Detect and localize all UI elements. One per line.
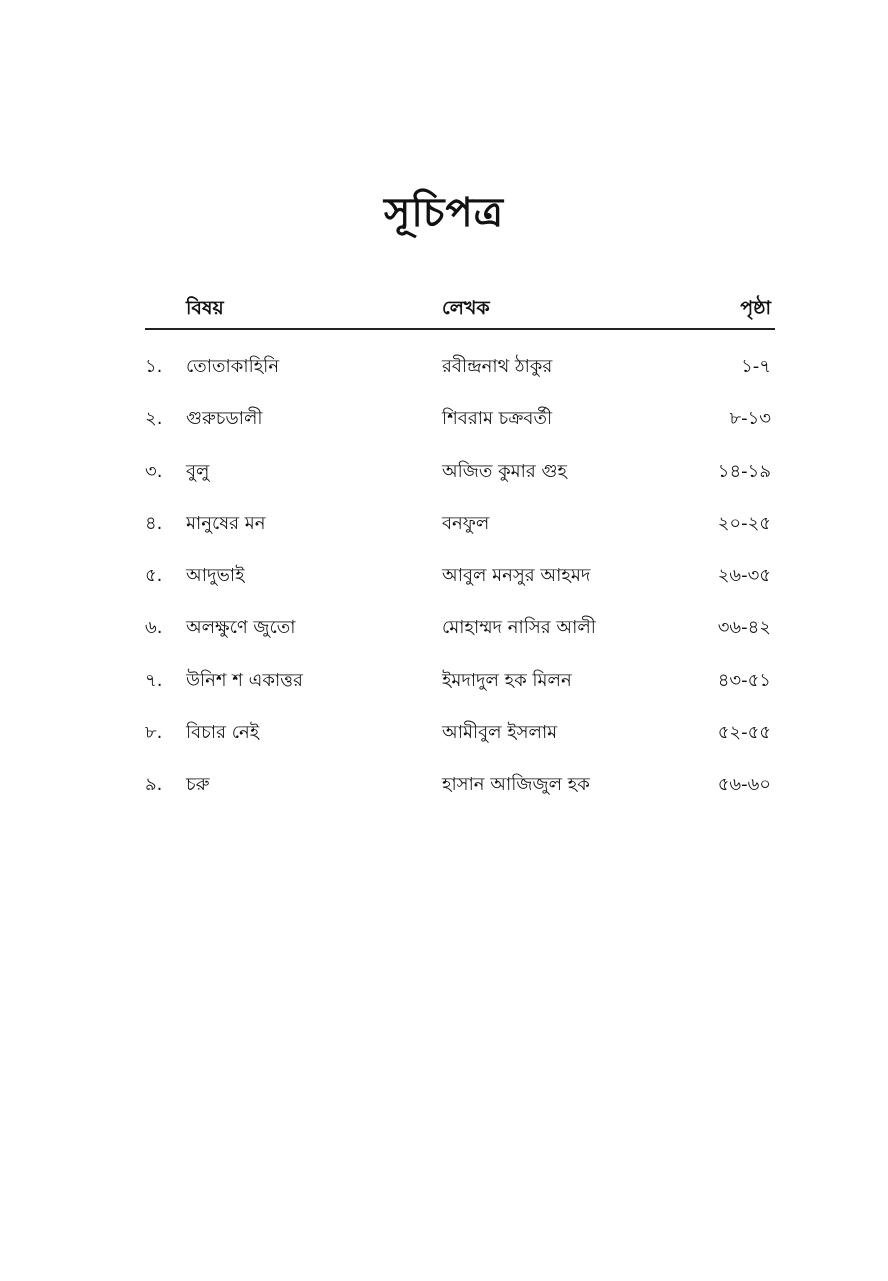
row-subject: মানুষের মন [186,512,266,534]
header-author: লেখক [442,297,490,319]
toc-row [145,772,775,824]
row-subject: বুলু [186,460,210,482]
row-author: ইমদাদুল হক মিলন [442,669,572,691]
row-author: হাসান আজিজুল হক [442,774,590,796]
row-pages: ১-৭ [741,356,771,377]
toc-row [145,354,775,406]
row-subject: উনিশ শ একাত্তর [186,669,303,691]
toc-rows [145,354,775,825]
row-number: ৮. [145,722,163,744]
row-number: ৩. [145,460,163,482]
page-title: সূচিপত্র [384,190,504,236]
row-author: আবুল মনসুর আহমদ [442,565,591,587]
row-pages: ১৪-১৯ [717,460,771,482]
row-subject: অলক্ষুণে জুতো [186,617,296,639]
row-author: মোহাম্মদ নাসির আলী [442,617,596,639]
row-subject: চরু [186,774,210,796]
table-of-contents [145,290,775,825]
toc-row [145,511,775,563]
row-number: ৬. [145,617,163,639]
row-pages: ৩৬-৪২ [717,617,771,639]
header-pages: পৃষ্ঠা [740,297,771,319]
toc-row [145,406,775,458]
row-subject: গুরুচডালী [186,408,263,430]
toc-row [145,668,775,720]
row-pages: ২০-২৫ [717,512,771,534]
row-number: ৭. [145,669,163,691]
row-author: রবীন্দ্রনাথ ঠাকুর [442,356,553,377]
toc-row [145,720,775,772]
row-author: বনফুল [442,512,490,534]
toc-row [145,615,775,667]
toc-header [145,290,775,330]
row-number: ৫. [145,565,163,587]
row-number: ৪. [145,512,163,534]
row-subject: বিচার নেই [186,722,260,744]
row-pages: ৪৩-৫১ [717,669,771,691]
toc-row [145,563,775,615]
row-pages: ৫২-৫৫ [717,722,771,744]
row-subject: আদুভাই [186,565,245,587]
row-pages: ৮-১৩ [729,408,771,430]
row-number: ১. [145,356,163,377]
header-subject: বিষয় [186,297,224,319]
row-subject: তোতাকাহিনি [186,356,280,377]
row-author: অজিত কুমার গুহ [442,460,567,482]
row-pages: ২৬-৩৫ [717,565,771,587]
row-number: ৯. [145,774,163,796]
row-number: ২. [145,408,163,430]
toc-row [145,459,775,511]
row-author: আমীবুল ইসলাম [442,722,558,744]
row-author: শিবরাম চক্রবর্তী [442,408,553,430]
row-pages: ৫৬-৬০ [717,774,771,796]
